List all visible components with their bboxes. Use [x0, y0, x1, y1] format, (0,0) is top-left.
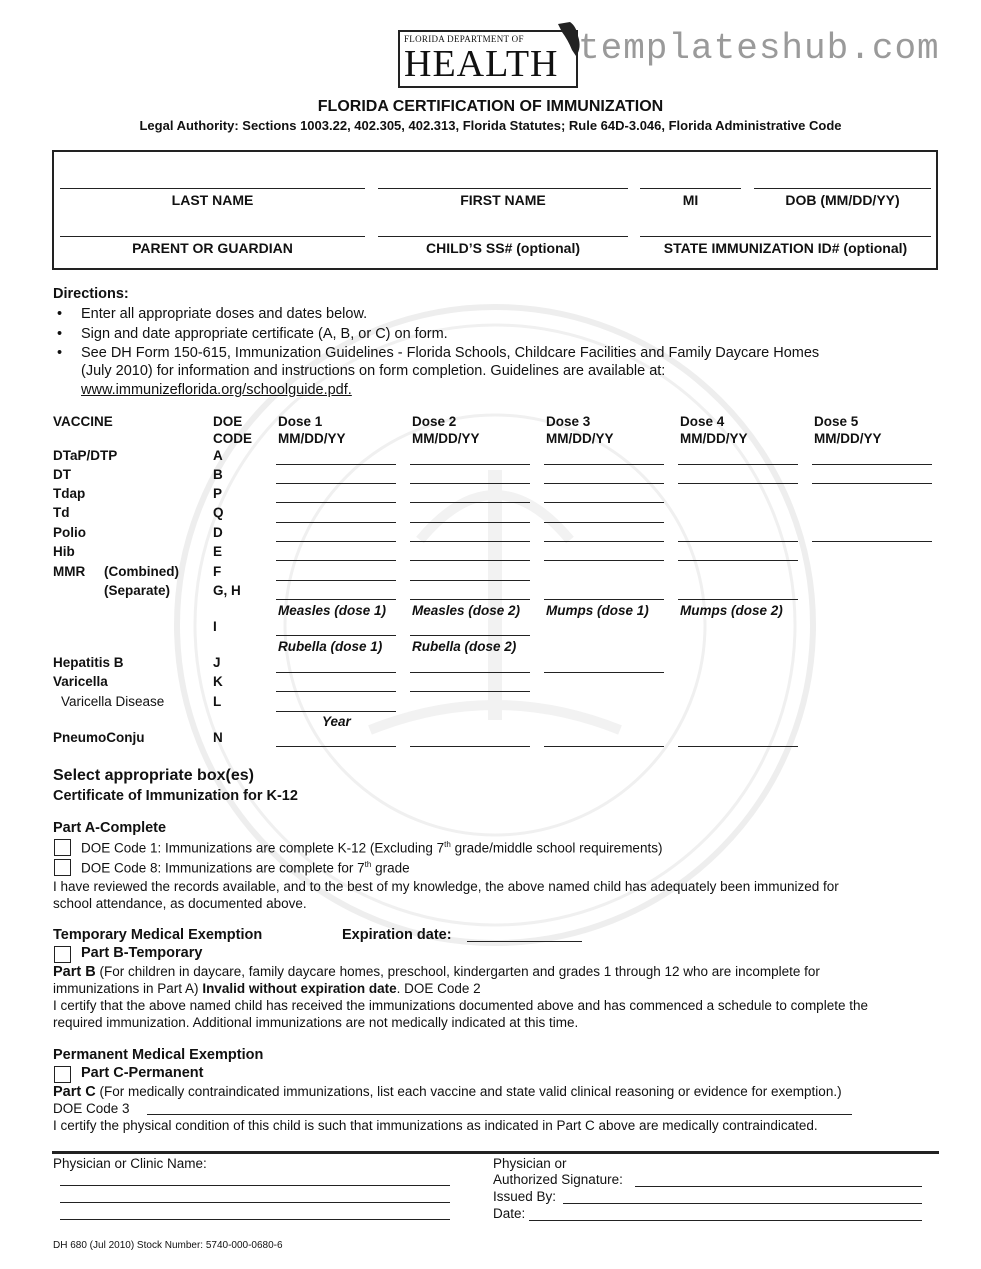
temporary-exemption-heading: Temporary Medical Exemption	[53, 927, 263, 943]
bullet-icon: •	[57, 345, 63, 361]
directions-heading: Directions:	[53, 286, 129, 302]
dose-entry-line[interactable]	[276, 635, 396, 636]
vaccine-code: G, H	[213, 583, 241, 598]
rubella-label: Rubella (dose 2)	[412, 639, 517, 654]
rubella-label: Rubella (dose 1)	[278, 639, 383, 654]
dose-entry-line[interactable]	[410, 691, 530, 692]
first-name-line[interactable]	[378, 188, 628, 189]
dose-entry-line[interactable]	[276, 580, 396, 581]
dose-entry-line[interactable]	[410, 541, 530, 542]
dose-entry-line[interactable]	[544, 541, 664, 542]
separate-label: Measles (dose 1)	[278, 603, 387, 618]
department-logo	[398, 30, 578, 88]
expiration-date-line[interactable]	[467, 941, 582, 942]
part-b-label: Part B-Temporary	[81, 945, 203, 961]
date-format: MM/DD/YY	[680, 431, 748, 446]
dose-entry-line[interactable]	[544, 502, 664, 503]
part-a-certification: I have reviewed the records available, and to the best of my knowledge, the above named child has adequately been immunized for	[53, 879, 839, 894]
vaccine-code: I	[213, 619, 217, 634]
dose-header: Dose 4	[680, 414, 725, 429]
dose-entry-line[interactable]	[544, 746, 664, 747]
dose-entry-line[interactable]	[276, 464, 396, 465]
logo-top-text: FLORIDA DEPARTMENT OF	[404, 34, 524, 44]
dose-entry-line[interactable]	[276, 691, 396, 692]
first-name-label: FIRST NAME	[460, 192, 546, 208]
expiration-date-label: Expiration date:	[342, 927, 452, 943]
part-b-certification: I certify that the above named child has received the immunizations documented above and has commenced a schedule to complete the	[53, 998, 868, 1013]
part-c-label: Part C-Permanent	[81, 1065, 204, 1081]
logo-main-text: HEALTH	[404, 43, 559, 85]
part-c-description: Part C (For medically contraindicated immunizations, list each vaccine and state valid clinical reasoning or evidence for exemption.)	[53, 1084, 842, 1100]
guidelines-link[interactable]: www.immunizeflorida.org/schoolguide.pdf.	[81, 382, 352, 398]
vaccine-code: P	[213, 486, 223, 501]
bullet-icon: •	[57, 326, 63, 342]
vaccine-name: PneumoConju	[53, 730, 145, 745]
dose-entry-line[interactable]	[410, 746, 530, 747]
exemption-reason-line[interactable]	[147, 1114, 852, 1115]
state-id-label: STATE IMMUNIZATION ID# (optional)	[663, 240, 908, 256]
part-b-description: immunizations in Part A) Invalid without expiration date. DOE Code 2	[53, 981, 481, 996]
date-format: MM/DD/YY	[278, 431, 346, 446]
vaccine-code: B	[213, 467, 223, 482]
dose-header: Dose 2	[412, 414, 457, 429]
direction-item: Enter all appropriate doses and dates below.	[81, 306, 368, 322]
date-format: MM/DD/YY	[546, 431, 614, 446]
vaccine-code: J	[213, 655, 221, 670]
part-b-description: Part B (For children in daycare, family daycare homes, preschool, kindergarten and grades 1 through 12 who are incomplete for	[53, 964, 820, 980]
signature-line[interactable]	[635, 1186, 922, 1187]
last-name-line[interactable]	[60, 188, 365, 189]
dose-entry-line[interactable]	[276, 522, 396, 523]
vaccine-name: Polio	[53, 525, 86, 540]
direction-item: See DH Form 150-615, Immunization Guidelines - Florida Schools, Childcare Facilities and Family Daycare Homes	[81, 345, 820, 361]
dose-entry-line[interactable]	[276, 483, 396, 484]
mi-label: MI	[682, 192, 699, 208]
dose-entry-line[interactable]	[678, 541, 798, 542]
dose-entry-line[interactable]	[276, 711, 396, 712]
doe-code-3-label: DOE Code 3	[53, 1101, 130, 1116]
dob-line[interactable]	[754, 188, 931, 189]
vaccine-code: K	[213, 674, 223, 689]
separate-label: Mumps (dose 1)	[546, 603, 649, 618]
bullet-icon: •	[57, 306, 63, 322]
dose-entry-line[interactable]	[544, 599, 664, 600]
vaccine-name: Hepatitis B	[53, 655, 124, 670]
part-b-certification: required immunization. Additional immunizations are not medically indicated at this time.	[53, 1015, 579, 1030]
parent-label: PARENT OR GUARDIAN	[132, 240, 293, 256]
issued-by-label: Issued By:	[493, 1189, 557, 1204]
dose-entry-line[interactable]	[410, 635, 530, 636]
separate-label: Mumps (dose 2)	[680, 603, 783, 618]
dose-entry-line[interactable]	[544, 464, 664, 465]
dose-entry-line[interactable]	[678, 599, 798, 600]
parent-line[interactable]	[60, 236, 365, 237]
dose-entry-line[interactable]	[544, 672, 664, 673]
vaccine-name: MMR	[53, 564, 86, 579]
dose-entry-line[interactable]	[812, 541, 932, 542]
date-format: MM/DD/YY	[412, 431, 480, 446]
vaccine-code: A	[213, 448, 223, 463]
dose-header: Dose 5	[814, 414, 859, 429]
direction-item: (July 2010) for information and instructions on form completion. Guidelines are available at:	[81, 363, 666, 379]
dose-entry-line[interactable]	[812, 464, 932, 465]
dose-entry-line[interactable]	[276, 746, 396, 747]
dose-entry-line[interactable]	[410, 599, 530, 600]
dose-entry-line[interactable]	[276, 599, 396, 600]
dose-entry-line[interactable]	[276, 541, 396, 542]
doe-code-1-checkbox[interactable]	[54, 839, 71, 856]
clinic-name-line[interactable]	[60, 1185, 450, 1186]
permanent-exemption-heading: Permanent Medical Exemption	[53, 1047, 264, 1063]
vaccine-name: Td	[53, 505, 70, 520]
ssn-line[interactable]	[378, 236, 628, 237]
code-header: CODE	[213, 431, 253, 446]
doe-code-8-checkbox[interactable]	[54, 859, 71, 876]
clinic-name-line[interactable]	[60, 1219, 450, 1220]
separate-label: Measles (dose 2)	[412, 603, 521, 618]
vaccine-name: Hib	[53, 544, 75, 559]
doe-header: DOE	[213, 414, 243, 429]
vaccine-sub: (Combined)	[104, 564, 179, 579]
part-c-certification: I certify the physical condition of this child is such that immunizations as indicated in Part C above are medically contraindicated.	[53, 1118, 818, 1133]
physician-label: Physician or	[493, 1156, 567, 1171]
dose-entry-line[interactable]	[678, 464, 798, 465]
dose-entry-line[interactable]	[678, 560, 798, 561]
dose-entry-line[interactable]	[410, 483, 530, 484]
ssn-label: CHILD’S SS# (optional)	[426, 240, 580, 256]
vaccine-sub: (Separate)	[104, 583, 171, 598]
dose-entry-line[interactable]	[276, 672, 396, 673]
dose-entry-line[interactable]	[544, 522, 664, 523]
dose-entry-line[interactable]	[410, 522, 530, 523]
date-label: Date:	[493, 1206, 526, 1221]
vaccine-code: Q	[213, 505, 224, 520]
dose-entry-line[interactable]	[410, 464, 530, 465]
certificate-subheading: Certificate of Immunization for K-12	[53, 788, 298, 804]
doe-code-8-label: DOE Code 8: Immunizations are complete for 7th grade	[81, 860, 410, 876]
dose-entry-line[interactable]	[678, 746, 798, 747]
dob-label: DOB (MM/DD/YY)	[785, 192, 900, 208]
form-footer: DH 680 (Jul 2010) Stock Number: 5740-000-0680-6	[53, 1240, 283, 1251]
dose-entry-line[interactable]	[276, 560, 396, 561]
vaccine-code: D	[213, 525, 223, 540]
vaccine-code: E	[213, 544, 223, 559]
part-a-heading: Part A-Complete	[53, 820, 167, 836]
vaccine-code: L	[213, 694, 222, 709]
date-format: MM/DD/YY	[814, 431, 882, 446]
select-heading: Select appropriate box(es)	[53, 767, 254, 784]
year-label: Year	[322, 714, 351, 729]
state-id-line[interactable]	[640, 236, 931, 237]
vaccine-code: N	[213, 730, 223, 745]
signature-divider	[52, 1151, 939, 1154]
clinic-name-line[interactable]	[60, 1202, 450, 1203]
dose-entry-line[interactable]	[410, 672, 530, 673]
vaccine-name: Varicella	[53, 674, 108, 689]
authorized-signature-label: Authorized Signature:	[493, 1172, 623, 1187]
dose-entry-line[interactable]	[410, 560, 530, 561]
dose-entry-line[interactable]	[276, 502, 396, 503]
form-title: FLORIDA CERTIFICATION OF IMMUNIZATION	[317, 98, 664, 115]
direction-item: Sign and date appropriate certificate (A, B, or C) on form.	[81, 326, 448, 342]
vaccine-code: F	[213, 564, 222, 579]
dose-entry-line[interactable]	[544, 483, 664, 484]
dose-header: Dose 3	[546, 414, 591, 429]
dose-entry-line[interactable]	[678, 483, 798, 484]
vaccine-name: DTaP/DTP	[53, 448, 118, 463]
dose-entry-line[interactable]	[812, 483, 932, 484]
site-watermark: templateshub.com	[578, 28, 940, 69]
vaccine-name: Tdap	[53, 486, 86, 501]
mi-line[interactable]	[640, 188, 741, 189]
vaccine-name: Varicella Disease	[61, 694, 165, 709]
part-b-checkbox[interactable]	[54, 946, 71, 963]
legal-authority: Legal Authority: Sections 1003.22, 402.305, 402.313, Florida Statutes; Rule 64D-3.046, Florida Administrative Code	[139, 118, 842, 133]
part-c-checkbox[interactable]	[54, 1066, 71, 1083]
vaccine-header: VACCINE	[53, 414, 113, 429]
dose-entry-line[interactable]	[410, 502, 530, 503]
part-a-certification: school attendance, as documented above.	[53, 896, 307, 911]
doe-code-1-label: DOE Code 1: Immunizations are complete K-12 (Excluding 7th grade/middle school requirements)	[81, 840, 663, 856]
dose-entry-line[interactable]	[410, 580, 530, 581]
date-line[interactable]	[529, 1220, 922, 1221]
issued-by-line[interactable]	[563, 1203, 922, 1204]
dose-header: Dose 1	[278, 414, 323, 429]
vaccine-name: DT	[53, 467, 71, 482]
last-name-label: LAST NAME	[171, 192, 254, 208]
dose-entry-line[interactable]	[544, 560, 664, 561]
clinic-name-label: Physician or Clinic Name:	[53, 1156, 207, 1171]
